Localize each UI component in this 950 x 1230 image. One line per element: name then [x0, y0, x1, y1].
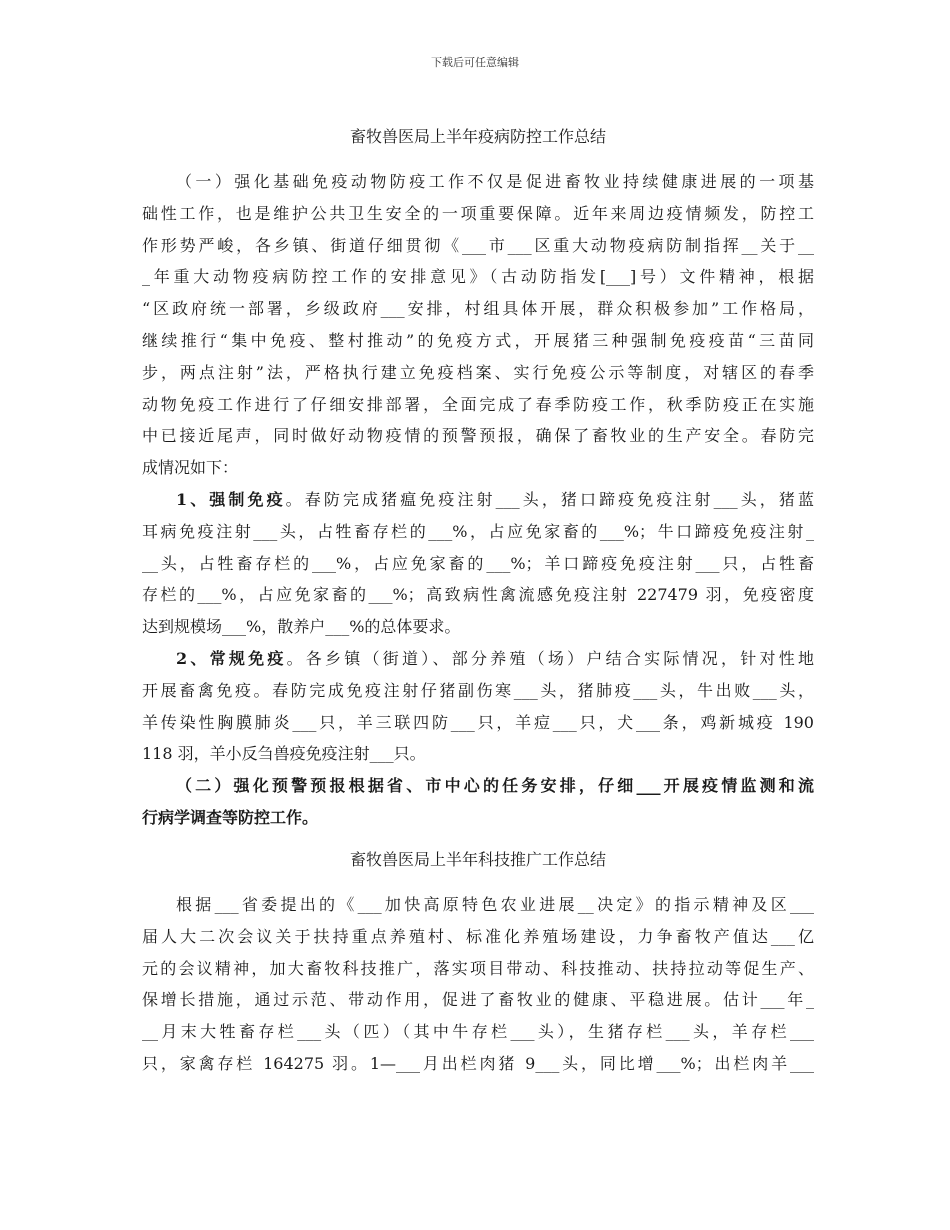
text-line: 开展畜禽免疫。春防完成免疫注射仔猪副伤寒___头，猪肺疫___头，牛出败___头，: [142, 680, 814, 700]
text-line: 继续推行“集中免疫、整村推动”的免疫方式，开展猪三种强制免疫疫苗“三苗同: [142, 330, 814, 350]
section1-paragraph-3: [142, 643, 814, 770]
text-line: 耳病免疫注射___头，占牲畜存栏的___%，占应免家畜的___%；牛口蹄疫免疫注射_: [142, 521, 814, 541]
section2-title: 畜牧兽医局上半年科技推广工作总结: [349, 850, 606, 869]
text-line: [142, 484, 814, 516]
text-line: 届人大二次会议关于扶持重点养殖村、标准化养殖场建设，力争畜牧产值达___亿: [142, 926, 814, 946]
text-line: 作形势严峻，各乡镇、街道仔细贯彻《___市___区重大动物疫病防制指挥__关于__: [142, 235, 814, 255]
text-line: 行病学调查等防控工作。: [142, 807, 319, 827]
text-line: 118 羽，羊小反刍兽疫免疫注射___只。: [142, 744, 426, 764]
section1-paragraph-4: [142, 770, 814, 834]
text-line: [142, 643, 814, 675]
text-line: 动物免疫工作进行了仔细安排部署，全面完成了春季防疫工作，秋季防疫正在实施: [142, 394, 814, 414]
text-line: 础性工作，也是维护公共卫生安全的一项重要保障。近年来周边疫情频发，防控工: [142, 203, 814, 223]
text-run: 。各乡镇（街道）、部分养殖（场）户结合实际情况，针对性地: [286, 649, 814, 668]
subheading-routine-immunization: 2、常规免疫: [176, 649, 287, 668]
section2-paragraph-1: [142, 889, 814, 1080]
text-line: （二）强化预警预报根据省、市中心的任务安排，仔细___开展疫情监测和流: [176, 776, 814, 795]
text-line: 羊传染性胸膜肺炎___只，羊三联四防___只，羊痘___只，犬___条，鸡新城疫 190: [142, 712, 814, 732]
subheading-mandatory-immunization: 1、强制免疫: [176, 490, 286, 509]
text-line: （一）强化基础免疫动物防疫工作不仅是促进畜牧业持续健康进展的一项基: [176, 172, 814, 191]
text-line: __头，占牲畜存栏的___%，占应免家畜的___%；羊口蹄疫免疫注射___只，占牲畜: [142, 553, 814, 573]
text-line: 成情况如下：: [142, 458, 239, 478]
text-run: 。春防完成猪瘟免疫注射___头，猪口蹄疫免疫注射___头，猪蓝: [285, 490, 814, 509]
page-header-note: 下载后可任意编辑: [431, 56, 519, 69]
text-line: 元的会议精神，加大畜牧科技推广，落实项目带动、科技推动、扶持拉动等促生产、: [142, 958, 814, 978]
text-line: 中已接近尾声，同时做好动物疫情的预警预报，确保了畜牧业的生产安全。春防完: [142, 426, 814, 446]
text-line: 存栏的___%，占应免家畜的___%；高致病性禽流感免疫注射 227479 羽，免疫密度: [142, 585, 814, 605]
text-line: “区政府统一部署，乡级政府___安排，村组具体开展，群众积极参加”工作格局，: [142, 299, 814, 319]
text-line: 达到规模场___%，散养户___%的总体要求。: [142, 617, 461, 637]
text-line: 根据___省委提出的《___加快高原特色农业进展__决定》的指示精神及区___: [176, 895, 814, 914]
text-line: 步，两点注射”法，严格执行建立免疫档案、实行免疫公示等制度，对辖区的春季: [142, 362, 814, 382]
text-line: __月末大牲畜存栏___头（匹）（其中牛存栏___头），生猪存栏___头，羊存栏___: [142, 1022, 814, 1042]
text-line: 只，家禽存栏 164275 羽。1—___月出栏肉猪 9___头，同比增___%；出栏肉羊___: [142, 1053, 814, 1073]
section1-paragraph-1: [142, 166, 814, 484]
text-line: 保增长措施，通过示范、带动作用，促进了畜牧业的健康、平稳进展。估计___年_: [142, 990, 814, 1010]
text-line: _年重大动物疫病防控工作的安排意见》（古动防指发[___]号）文件精神，根据: [142, 267, 814, 287]
section1-paragraph-2: [142, 484, 814, 643]
section1-title: 畜牧兽医局上半年疫病防控工作总结: [349, 127, 606, 146]
